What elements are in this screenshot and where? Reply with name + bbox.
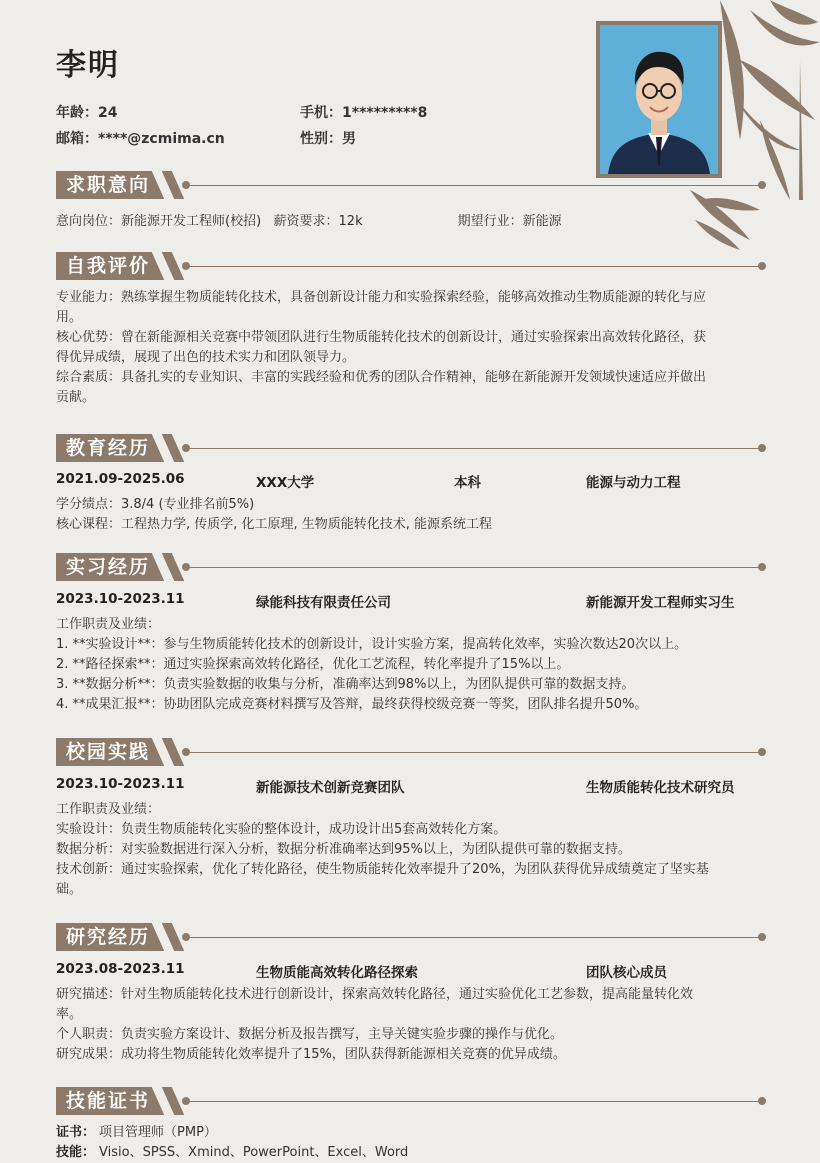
education-school: XXX大学 <box>256 475 315 491</box>
skill-line <box>56 1143 766 1163</box>
cert-value: 项目管理师（PMP） <box>99 1125 217 1140</box>
campus-role: 生物质能转化技术研究员 <box>586 780 735 796</box>
section-title: 自我评价 <box>56 252 164 280</box>
research-role: 团队核心成员 <box>586 965 667 981</box>
education-body <box>56 495 766 535</box>
campus-body <box>56 800 766 900</box>
skills-body <box>56 1123 766 1163</box>
internship-row <box>56 591 766 611</box>
section-title: 校园实践 <box>56 738 164 766</box>
text-line: 个人职责：负责实验方案设计、数据分析及报告撰写，主导关键实验步骤的操作与优化。 <box>56 1027 564 1042</box>
cert-label: 证书： <box>56 1125 96 1140</box>
research-project: 生物质能高效转化路径探索 <box>256 965 418 981</box>
section-title: 教育经历 <box>56 434 164 462</box>
section-header <box>56 252 766 280</box>
internship-period: 2023.10-2023.11 <box>56 591 185 607</box>
education-major: 能源与动力工程 <box>586 475 681 491</box>
text-line: 核心优势：曾在新能源相关竞赛中带领团队进行生物质能转化技术的创新设计，通过实验探索出高效转化路径，获 <box>56 330 707 345</box>
section-header <box>56 738 766 766</box>
internship-role: 新能源开发工程师实习生 <box>586 595 735 611</box>
gender-value: 男 <box>342 131 356 147</box>
section-education <box>56 434 766 535</box>
section-title: 研究经历 <box>56 923 164 951</box>
section-header <box>56 923 766 951</box>
text-line: 核心课程：工程热力学, 传质学, 化工原理, 生物质能转化技术, 能源系统工程 <box>56 517 493 532</box>
education-degree: 本科 <box>454 475 481 491</box>
self-evaluation-body <box>56 288 766 408</box>
education-row <box>56 471 766 491</box>
section-internship <box>56 553 766 715</box>
campus-period: 2023.10-2023.11 <box>56 776 185 792</box>
age-label: 年龄： <box>56 105 98 121</box>
text-line: 数据分析：对实验数据进行深入分析，数据分析准确率达到95%以上，为团队提供可靠的数据支持。 <box>56 842 631 857</box>
person-avatar-icon <box>600 25 718 174</box>
text-line: 实验设计：负责生物质能转化实验的整体设计，成功设计出5套高效转化方案。 <box>56 822 507 837</box>
phone-label: 手机： <box>300 105 342 121</box>
phone-value: 1*********8 <box>342 105 428 121</box>
text-line: 综合素质：具备扎实的专业知识、丰富的实践经验和优秀的团队合作精神，能够在新能源开发领域快速适应并做出 <box>56 370 707 385</box>
age-info <box>56 102 117 122</box>
text-line: 工作职责及业绩： <box>56 802 161 817</box>
skill-label: 技能： <box>56 1145 96 1160</box>
research-body <box>56 985 766 1065</box>
gender-label: 性别： <box>300 131 342 147</box>
section-header <box>56 553 766 581</box>
phone-info <box>300 102 427 122</box>
text-line: 率。 <box>56 1007 83 1022</box>
email-value: ****@zcmima.cn <box>98 131 225 147</box>
campus-org: 新能源技术创新竞赛团队 <box>256 780 405 796</box>
text-line: 得优异成绩，展现了出色的技术实力和团队领导力。 <box>56 350 356 365</box>
section-title: 实习经历 <box>56 553 164 581</box>
candidate-name: 李明 <box>56 48 120 83</box>
text-line: 2. **路径探索**：通过实验探索高效转化路径，优化工艺流程，转化率提升了15%以上。 <box>56 657 570 672</box>
text-line: 技术创新：通过实验探索，优化了转化路径，使生物质能转化效率提升了20%，为团队获得优异成绩奠定了坚实基 <box>56 862 709 877</box>
text-line: 贡献。 <box>56 390 96 405</box>
section-skills <box>56 1087 766 1163</box>
text-line: 研究描述：针对生物质能转化技术进行创新设计，探索高效转化路径，通过实验优化工艺参数，提高能量转化效 <box>56 987 694 1002</box>
text-line: 1. **实验设计**：参与生物质能转化技术的创新设计，设计实验方案，提高转化效率，实验次数达20次以上。 <box>56 637 688 652</box>
text-line: 4. **成果汇报**：协助团队完成竞赛材料撰写及答辩，最终获得校级竞赛一等奖，团队排名提升50%。 <box>56 697 648 712</box>
job-intent-text: 意向岗位：新能源开发工程师(校招) 薪资要求：12k 期望行业：新能源 <box>56 214 562 229</box>
email-label: 邮箱： <box>56 131 98 147</box>
section-title: 技能证书 <box>56 1087 164 1115</box>
age-value: 24 <box>98 105 118 121</box>
section-header <box>56 434 766 462</box>
cert-line <box>56 1123 766 1143</box>
section-campus-practice <box>56 738 766 900</box>
text-line: 用。 <box>56 310 83 325</box>
text-line: 学分绩点：3.8/4 (专业排名前5%) <box>56 497 255 512</box>
email-info <box>56 128 225 148</box>
text-line: 专业能力：熟练掌握生物质能转化技术，具备创新设计能力和实验探索经验，能够高效推动生物质能源的转化与应 <box>56 290 707 305</box>
section-research <box>56 923 766 1065</box>
education-period: 2021.09-2025.06 <box>56 471 185 487</box>
section-header <box>56 171 766 199</box>
profile-photo <box>596 21 722 178</box>
gender-info <box>300 128 356 148</box>
research-row <box>56 961 766 981</box>
section-job-intent <box>56 171 766 232</box>
internship-company: 绿能科技有限责任公司 <box>256 595 391 611</box>
section-self-evaluation <box>56 252 766 408</box>
text-line: 研究成果：成功将生物质能转化效率提升了15%，团队获得新能源相关竞赛的优异成绩。 <box>56 1047 566 1062</box>
text-line: 3. **数据分析**：负责实验数据的收集与分析，准确率达到98%以上，为团队提供可靠的数据支持。 <box>56 677 635 692</box>
section-header <box>56 1087 766 1115</box>
text-line: 础。 <box>56 882 83 897</box>
section-title: 求职意向 <box>56 171 164 199</box>
internship-body <box>56 615 766 715</box>
campus-row <box>56 776 766 796</box>
research-period: 2023.08-2023.11 <box>56 961 185 977</box>
text-line: 工作职责及业绩： <box>56 617 161 632</box>
skill-value: Visio、SPSS、Xmind、PowerPoint、Excel、Word <box>99 1145 409 1160</box>
